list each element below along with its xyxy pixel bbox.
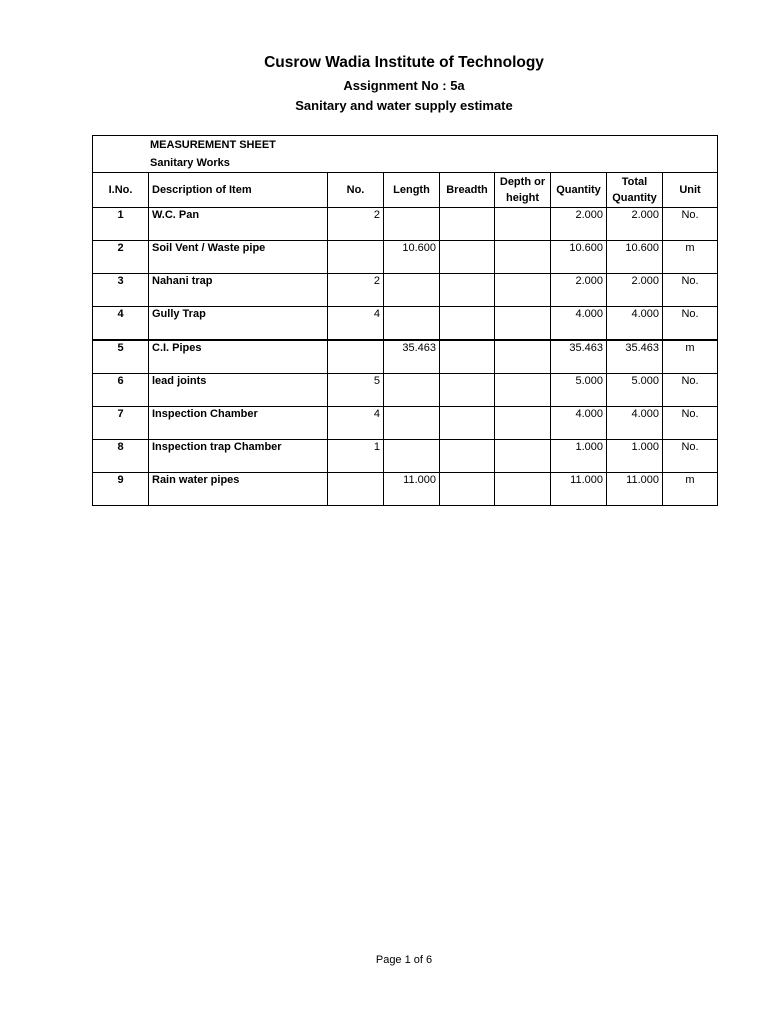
sheet-meta-cell bbox=[93, 136, 718, 173]
cell-no bbox=[328, 340, 384, 374]
institute-title: Cusrow Wadia Institute of Technology bbox=[264, 54, 544, 71]
cell-quantity: 10.600 bbox=[551, 241, 607, 274]
cell-no: 2 bbox=[328, 274, 384, 307]
cell-unit: m bbox=[663, 241, 718, 274]
cell-no: 1 bbox=[328, 440, 384, 473]
cell-no: 5 bbox=[328, 374, 384, 407]
cell-quantity: 2.000 bbox=[551, 274, 607, 307]
cell-breadth bbox=[440, 274, 495, 307]
cell-total-quantity: 2.000 bbox=[607, 208, 663, 241]
cell-sno: 6 bbox=[93, 374, 149, 407]
col-header-depth bbox=[495, 173, 551, 208]
cell-depth bbox=[495, 274, 551, 307]
col-header-unit: Unit bbox=[663, 173, 718, 208]
cell-description: lead joints bbox=[149, 374, 328, 407]
cell-unit: m bbox=[663, 340, 718, 374]
cell-total-quantity: 4.000 bbox=[607, 407, 663, 440]
cell-length: 11.000 bbox=[384, 473, 440, 506]
col-header-depth-line1: Depth or bbox=[499, 176, 546, 188]
cell-unit: No. bbox=[663, 208, 718, 241]
cell-depth bbox=[495, 473, 551, 506]
cell-sno: 4 bbox=[93, 307, 149, 341]
cell-quantity: 2.000 bbox=[551, 208, 607, 241]
cell-unit: No. bbox=[663, 407, 718, 440]
col-header-breadth: Breadth bbox=[440, 173, 495, 208]
cell-length bbox=[384, 208, 440, 241]
table-row bbox=[93, 208, 718, 241]
col-header-description: Description of Item bbox=[149, 173, 328, 208]
col-header-total-line1: Total bbox=[621, 176, 648, 188]
cell-quantity: 11.000 bbox=[551, 473, 607, 506]
cell-sno: 5 bbox=[93, 340, 149, 374]
cell-no: 4 bbox=[328, 307, 384, 341]
cell-depth bbox=[495, 241, 551, 274]
cell-depth bbox=[495, 407, 551, 440]
cell-description: W.C. Pan bbox=[149, 208, 328, 241]
cell-quantity: 35.463 bbox=[551, 340, 607, 374]
cell-sno: 7 bbox=[93, 407, 149, 440]
cell-description: C.I. Pipes bbox=[149, 340, 328, 374]
cell-description: Soil Vent / Waste pipe bbox=[149, 241, 328, 274]
cell-unit: No. bbox=[663, 274, 718, 307]
cell-unit: No. bbox=[663, 307, 718, 341]
cell-unit: No. bbox=[663, 374, 718, 407]
col-header-quantity: Quantity bbox=[551, 173, 607, 208]
cell-unit: No. bbox=[663, 440, 718, 473]
cell-breadth bbox=[440, 473, 495, 506]
cell-breadth bbox=[440, 340, 495, 374]
cell-length bbox=[384, 274, 440, 307]
cell-breadth bbox=[440, 307, 495, 341]
cell-total-quantity: 5.000 bbox=[607, 374, 663, 407]
cell-no: 2 bbox=[328, 208, 384, 241]
cell-breadth bbox=[440, 208, 495, 241]
cell-total-quantity: 10.600 bbox=[607, 241, 663, 274]
col-header-total bbox=[607, 173, 663, 208]
table-row bbox=[93, 340, 718, 374]
cell-length bbox=[384, 440, 440, 473]
cell-depth bbox=[495, 307, 551, 341]
cell-description: Nahani trap bbox=[149, 274, 328, 307]
table-row bbox=[93, 440, 718, 473]
cell-depth bbox=[495, 440, 551, 473]
cell-depth bbox=[495, 208, 551, 241]
cell-sno: 3 bbox=[93, 274, 149, 307]
cell-total-quantity: 2.000 bbox=[607, 274, 663, 307]
cell-quantity: 4.000 bbox=[551, 307, 607, 341]
table-row bbox=[93, 374, 718, 407]
cell-quantity: 4.000 bbox=[551, 407, 607, 440]
cell-sno: 1 bbox=[93, 208, 149, 241]
cell-quantity: 1.000 bbox=[551, 440, 607, 473]
table-row bbox=[93, 307, 718, 341]
cell-no: 4 bbox=[328, 407, 384, 440]
cell-breadth bbox=[440, 374, 495, 407]
column-header-row bbox=[93, 173, 718, 208]
sheet-section: Sanitary Works bbox=[150, 157, 230, 169]
cell-description: Inspection trap Chamber bbox=[149, 440, 328, 473]
cell-no bbox=[328, 473, 384, 506]
cell-length bbox=[384, 374, 440, 407]
cell-sno: 2 bbox=[93, 241, 149, 274]
measurement-sheet-table bbox=[92, 135, 718, 506]
assignment-number: Assignment No : 5a bbox=[343, 78, 465, 93]
cell-length bbox=[384, 407, 440, 440]
table-row bbox=[93, 473, 718, 506]
cell-breadth bbox=[440, 241, 495, 274]
cell-sno: 9 bbox=[93, 473, 149, 506]
col-header-total-line2: Quantity bbox=[612, 192, 657, 204]
page-number: Page 1 of 6 bbox=[375, 954, 433, 966]
cell-unit: m bbox=[663, 473, 718, 506]
sheet-title: MEASUREMENT SHEET bbox=[150, 139, 276, 151]
cell-quantity: 5.000 bbox=[551, 374, 607, 407]
col-header-no: No. bbox=[328, 173, 384, 208]
col-header-depth-line2: height bbox=[506, 192, 539, 204]
cell-no bbox=[328, 241, 384, 274]
cell-sno: 8 bbox=[93, 440, 149, 473]
table-row bbox=[93, 241, 718, 274]
cell-length bbox=[384, 307, 440, 341]
cell-total-quantity: 11.000 bbox=[607, 473, 663, 506]
cell-description: Inspection Chamber bbox=[149, 407, 328, 440]
assignment-subject: Sanitary and water supply estimate bbox=[295, 98, 513, 113]
col-header-length: Length bbox=[384, 173, 440, 208]
cell-description: Rain water pipes bbox=[149, 473, 328, 506]
cell-length: 35.463 bbox=[384, 340, 440, 374]
cell-length: 10.600 bbox=[384, 241, 440, 274]
col-header-sno: I.No. bbox=[93, 173, 149, 208]
cell-breadth bbox=[440, 407, 495, 440]
cell-total-quantity: 4.000 bbox=[607, 307, 663, 341]
cell-total-quantity: 35.463 bbox=[607, 340, 663, 374]
table-row bbox=[93, 407, 718, 440]
table-row bbox=[93, 274, 718, 307]
cell-breadth bbox=[440, 440, 495, 473]
cell-depth bbox=[495, 340, 551, 374]
cell-description: Gully Trap bbox=[149, 307, 328, 341]
cell-total-quantity: 1.000 bbox=[607, 440, 663, 473]
cell-depth bbox=[495, 374, 551, 407]
